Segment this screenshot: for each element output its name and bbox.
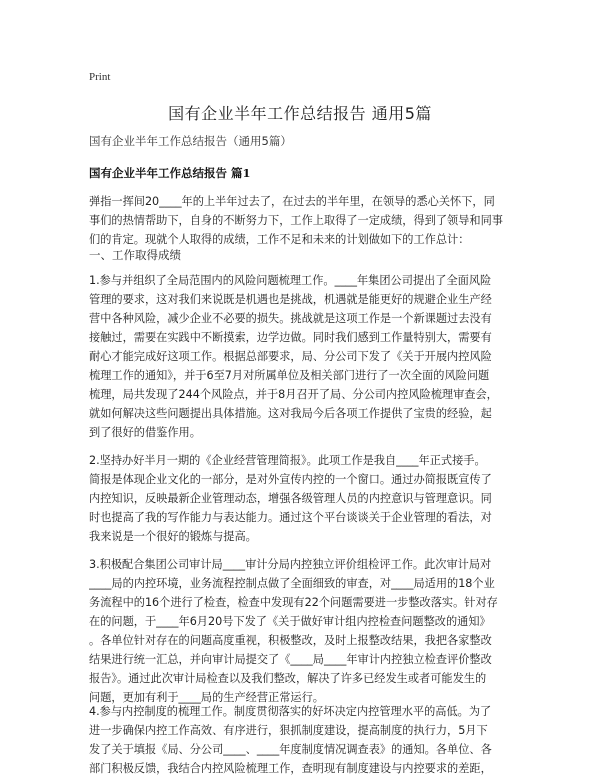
intro-line: 弹指一挥间20____年的上半年过去了，在过去的半年里，在领导的悉心关怀下，同 bbox=[89, 195, 495, 208]
section-title-achievements: 一、工作取得成绩 bbox=[89, 248, 181, 262]
intro-line: 事们的热情帮助下，自身的不断努力下，工作上取得了一定成绩，得到了领导和同事 bbox=[89, 214, 503, 227]
paragraph-line: 报告》。通过此次审计局检查以及我们整改，解决了许多已经发生或者可能发生的 bbox=[89, 672, 487, 685]
paragraph-4 bbox=[89, 702, 515, 778]
paragraph-line: 4.参与内控制度的梳理工作。制度贯彻落实的好坏决定内控管理水平的高低。为了 bbox=[89, 705, 492, 718]
paragraph-3 bbox=[89, 555, 515, 707]
paragraph-line: 内控知识，反映最新企业管理动态，增强各级管理人员的内控意识与管理意识。同 bbox=[89, 492, 492, 505]
paragraph-2 bbox=[89, 451, 515, 546]
paragraph-line: 就如何解决这些问题提出具体措施。这对我局今后各项工作提供了宝贵的经验，起 bbox=[89, 407, 492, 420]
paragraph-line: 耐心才能完成好这项工作。根据总部要求，局、分公司下发了《关于开展内控风险 bbox=[89, 350, 492, 363]
intro-line: 们的肯定。现就个人取得的成绩，工作不足和未来的计划做如下的工作总计： bbox=[89, 233, 470, 246]
paragraph-line: 接触过，需要在实践中不断摸索，边学边做。同时我们感到工作量特别大，需要有 bbox=[89, 331, 492, 344]
paragraph-line: ____局的内控环境，业务流程控制点做了全面细致的审查，对____局适用的18个业 bbox=[89, 577, 495, 590]
paragraph-line: 管理的要求，这对我们来说既是机遇也是挑战，机遇就是能更好的规避企业生产经 bbox=[89, 293, 492, 306]
paragraph-line: 进一步确保内控工作高效、有序进行，狠抓制度建设，提高制度的执行力，5月下 bbox=[89, 724, 488, 737]
print-label[interactable]: Print bbox=[89, 71, 111, 83]
page-title: 国有企业半年工作总结报告 通用5篇 bbox=[168, 104, 432, 123]
paragraph-line: 时也提高了我的写作能力与表达能力。通过这个平台谈谈关于企业管理的看法，对 bbox=[89, 511, 492, 524]
paragraph-line: 部门积极反馈，我结合内控风险梳理工作，查明现有制度建设与内控要求的差距， bbox=[89, 762, 492, 775]
paragraph-line: 我来说是一个很好的锻炼与提高。 bbox=[89, 530, 257, 543]
paragraph-line: 。各单位针对存在的问题高度重视，积极整改，及时上报整改结果，我把各家整改 bbox=[89, 634, 492, 647]
paragraph-1 bbox=[89, 271, 515, 442]
paragraph-line: 发了关于填报《局、分公司____、____年度制度情况调查表》的通知。各单位、各 bbox=[89, 743, 492, 756]
intro-paragraph bbox=[89, 192, 515, 249]
paragraph-line: 营中各种风险，减少企业不必要的损失。挑战就是这项工作是一个新课题过去没有 bbox=[89, 312, 492, 325]
paragraph-line: 在的问题，于____年6月20号下发了《关于做好审计组内控检查问题整改的通知》 bbox=[89, 615, 491, 628]
paragraph-line: 简报是体现企业文化的一部分，是对外宣传内控的一个窗口。通过办简报既宣传了 bbox=[89, 473, 492, 486]
paragraph-line: 梳理工作的通知》，并于6至7月对所属单位及相关部门进行了一次全面的风险问题 bbox=[89, 369, 490, 382]
paragraph-line: 问题，更加有利于____局的生产经营正常运行。 bbox=[89, 691, 324, 704]
paragraph-line: 到了很好的借鉴作用。 bbox=[89, 426, 201, 439]
document-subtitle: 国有企业半年工作总结报告（通用5篇） bbox=[89, 134, 292, 148]
paragraph-line: 3.积极配合集团公司审计局____审计分局内控独立评价组检评工作。此次审计局对 bbox=[89, 558, 492, 571]
paragraph-line: 梳理，局共发现了244个风险点，并于8月召开了局、分公司内控风险梳理审查会， bbox=[89, 388, 498, 401]
paragraph-line: 1.参与并组织了全局范围内的风险问题梳理工作。____年集团公司提出了全面风险 bbox=[89, 274, 492, 287]
paragraph-line: 务流程中的16个进行了检查，检查中发现有22个问题需要进一步整改落实。针对存 bbox=[89, 596, 498, 609]
section-heading: 国有企业半年工作总结报告 篇1 bbox=[89, 166, 251, 180]
paragraph-line: 结果进行统一汇总，并向审计局提交了《____局____年审计内控独立检查评价整改 bbox=[89, 653, 492, 666]
paragraph-line: 2.坚持办好半月一期的《企业经营管理简报》。此项工作是我自____年正式接手。 bbox=[89, 454, 486, 467]
